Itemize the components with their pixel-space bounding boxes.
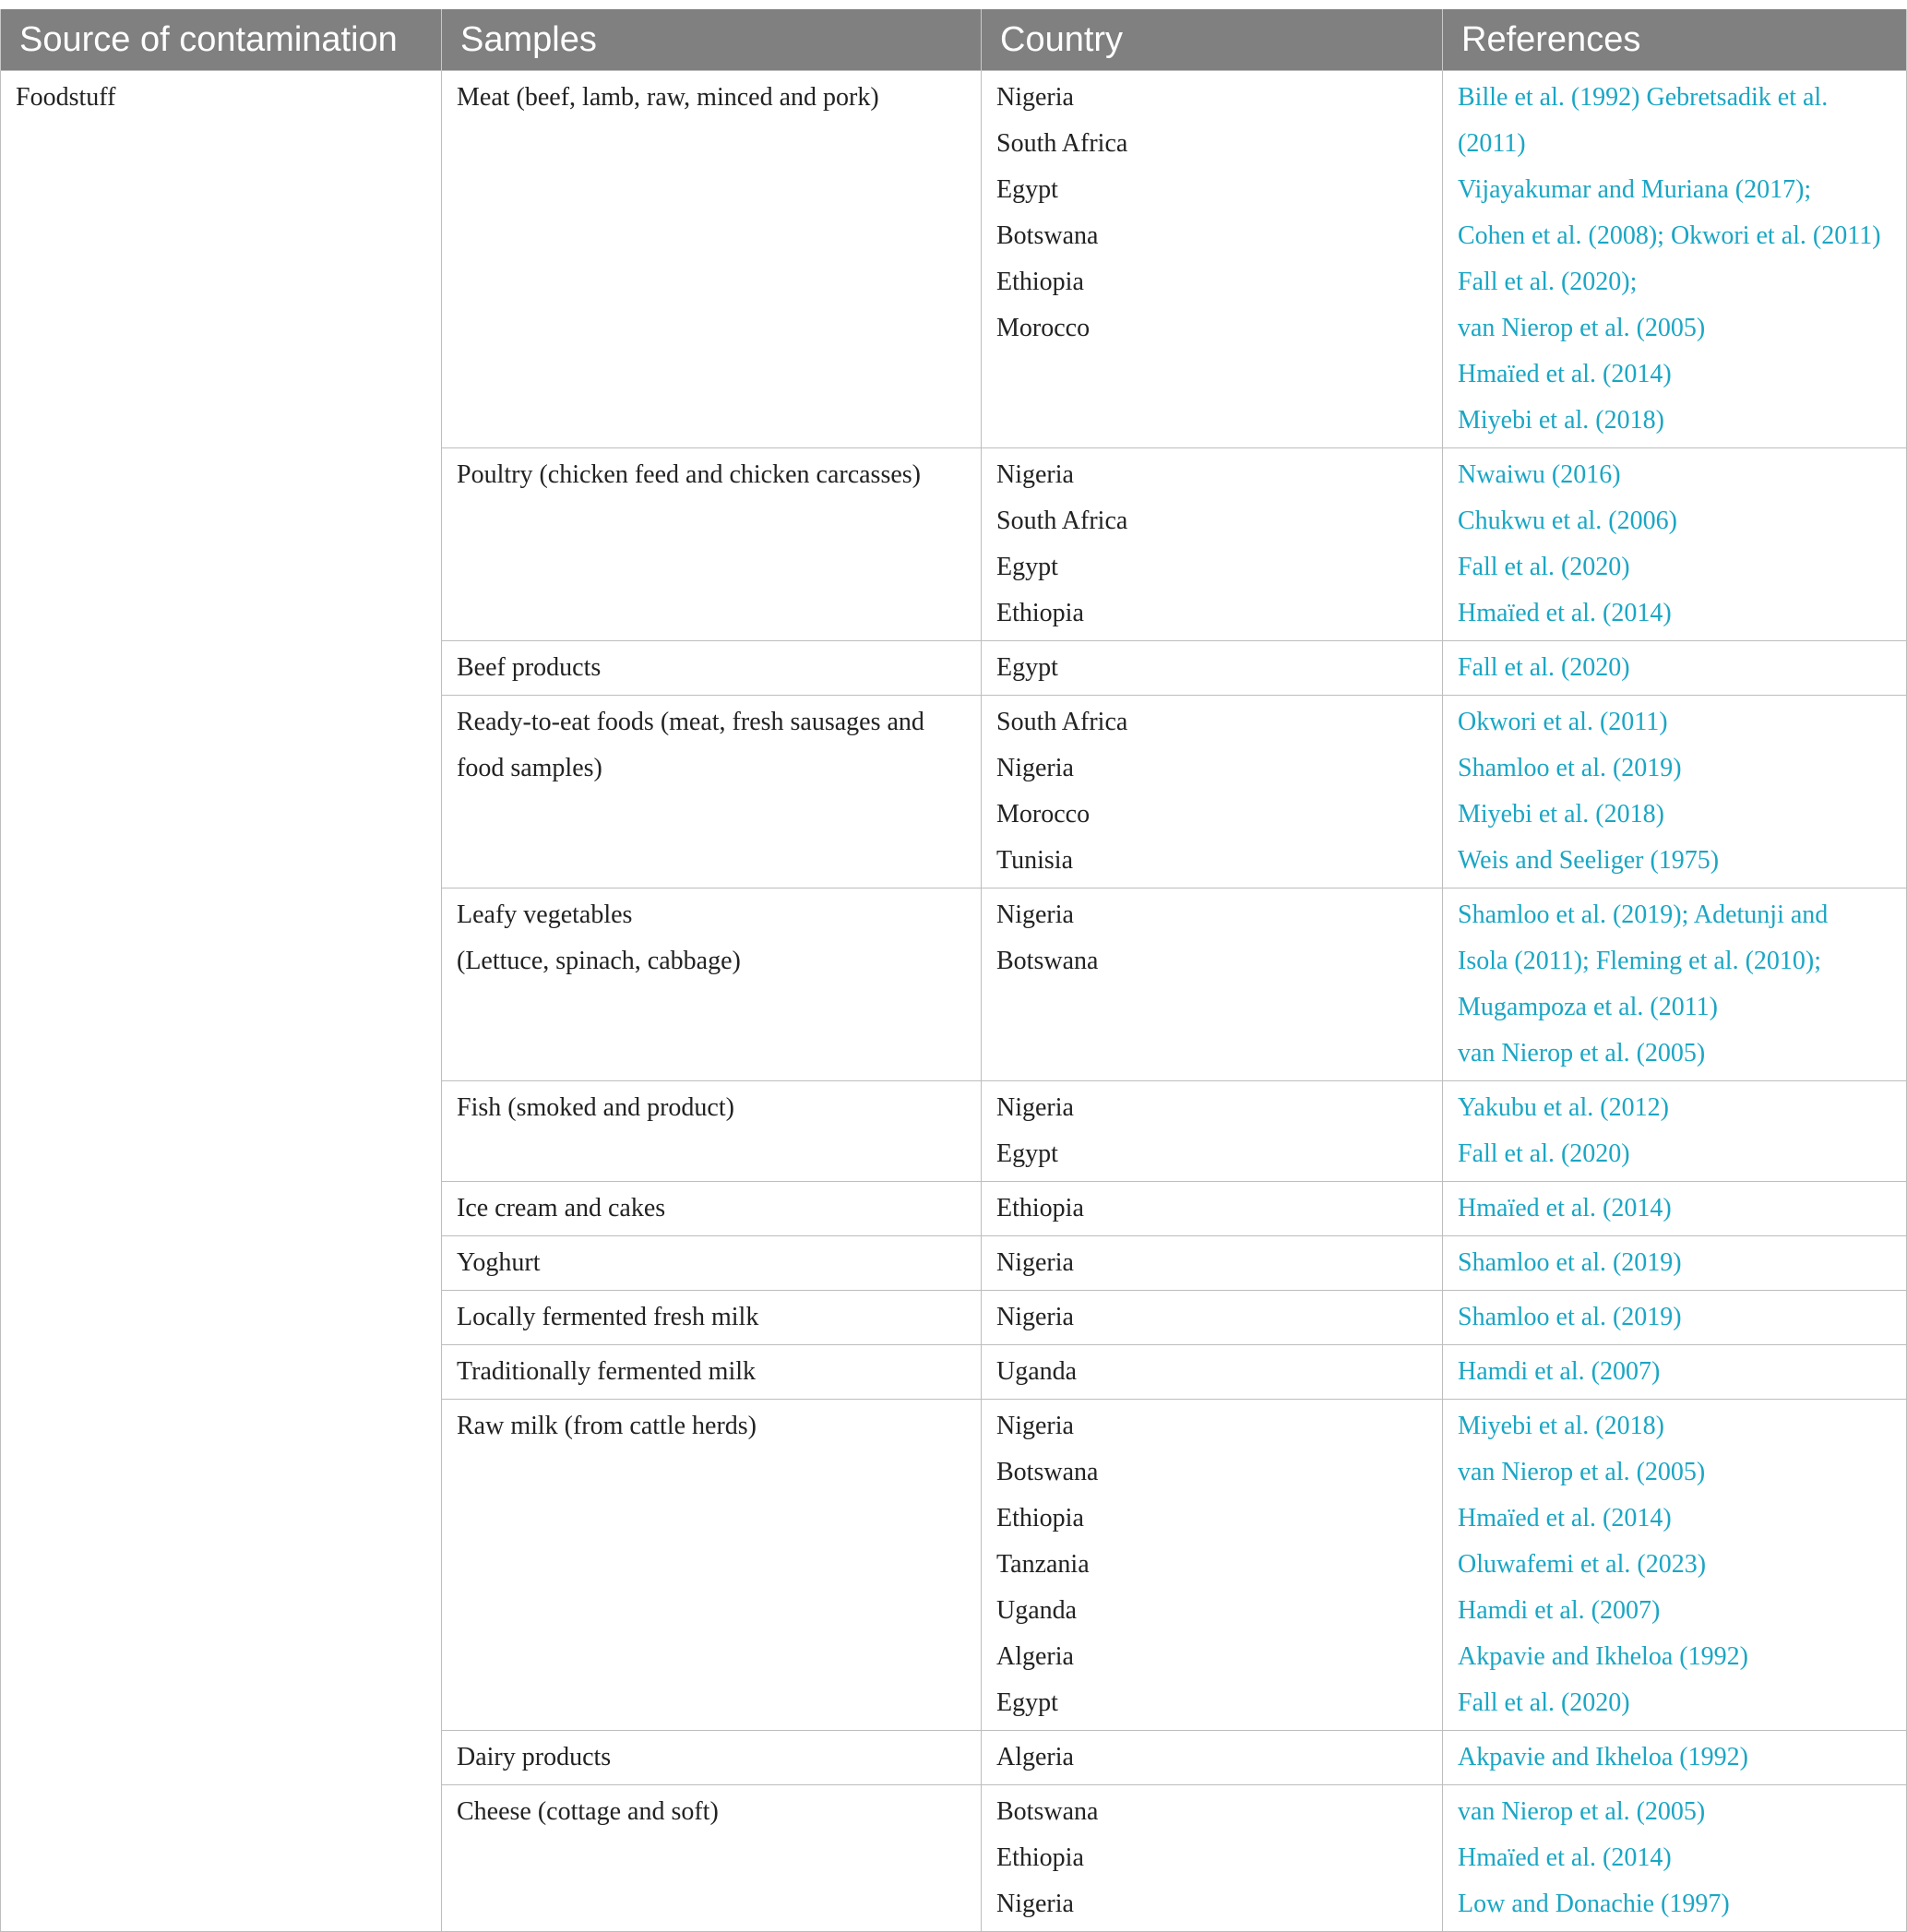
reference-link[interactable]: Oluwafemi et al. (2023) [1458, 1550, 1707, 1579]
sample-cell [442, 1236, 982, 1291]
reference-link[interactable]: Fall et al. (2020) [1458, 553, 1630, 581]
sample-cell [442, 1785, 982, 1932]
country-cell [982, 1182, 1443, 1236]
sample-text: Cheese (cottage and soft) [457, 1797, 719, 1826]
source-cell [1, 71, 442, 1932]
reference-link[interactable]: Miyebi et al. (2018) [1458, 800, 1664, 829]
country-name: Nigeria [996, 460, 1074, 489]
country-cell [982, 696, 1443, 888]
sample-cell [442, 1400, 982, 1731]
references-cell [1443, 1345, 1907, 1400]
country-name: Algeria [996, 1743, 1074, 1771]
sample-text: Meat (beef, lamb, raw, minced and pork) [457, 83, 879, 112]
source-label: Foodstuff [16, 83, 116, 112]
reference-link[interactable]: Fall et al. (2020) [1458, 1688, 1630, 1717]
table-row [1, 71, 1907, 448]
reference-link[interactable]: Fall et al. (2020) [1458, 1139, 1630, 1168]
references-cell [1443, 1731, 1907, 1785]
references-cell [1443, 448, 1907, 641]
country-name: Nigeria [996, 1303, 1074, 1331]
references-cell [1443, 1182, 1907, 1236]
country-name: Algeria [996, 1642, 1074, 1671]
country-name: Nigeria [996, 1093, 1074, 1122]
country-name: Ethiopia [996, 599, 1084, 627]
country-name: Ethiopia [996, 1843, 1084, 1872]
country-name: Ethiopia [996, 268, 1084, 296]
reference-link[interactable]: Miyebi et al. (2018) [1458, 406, 1664, 435]
country-name: Uganda [996, 1596, 1078, 1625]
table-body [1, 71, 1907, 1932]
references-cell [1443, 71, 1907, 448]
reference-link[interactable]: Hmaïed et al. (2014) [1458, 1194, 1672, 1222]
reference-link[interactable]: Miyebi et al. (2018) [1458, 1412, 1664, 1440]
country-name: Egypt [996, 175, 1058, 204]
reference-link[interactable]: Hmaïed et al. (2014) [1458, 599, 1672, 627]
sample-text: Dairy products [457, 1743, 612, 1771]
country-name: Nigeria [996, 900, 1074, 929]
reference-link[interactable]: van Nierop et al. (2005) [1458, 314, 1706, 342]
reference-link[interactable]: Okwori et al. (2011) [1458, 708, 1668, 736]
header-country: Country [982, 9, 1443, 71]
reference-link[interactable]: Mugampoza et al. (2011) [1458, 993, 1718, 1021]
header-samples: Samples [442, 9, 982, 71]
reference-link[interactable]: Fall et al. (2020) [1458, 653, 1630, 682]
reference-link[interactable]: Low and Donachie (1997) [1458, 1890, 1730, 1918]
reference-link[interactable]: Akpavie and Ikheloa (1992) [1458, 1743, 1748, 1771]
country-cell [982, 1785, 1443, 1932]
country-cell [982, 448, 1443, 641]
reference-link[interactable]: Isola (2011); Fleming et al. (2010); [1458, 947, 1821, 975]
reference-link[interactable]: Shamloo et al. (2019) [1458, 1248, 1682, 1277]
country-cell [982, 1291, 1443, 1345]
references-cell [1443, 1081, 1907, 1182]
reference-link[interactable]: (2011) [1458, 129, 1526, 158]
country-cell [982, 888, 1443, 1081]
reference-link[interactable]: van Nierop et al. (2005) [1458, 1797, 1706, 1826]
country-name: Botswana [996, 221, 1099, 250]
sample-text: food samples) [457, 754, 602, 782]
table-header [1, 9, 1907, 71]
sample-text: Raw milk (from cattle herds) [457, 1412, 757, 1440]
sample-cell [442, 71, 982, 448]
country-cell [982, 1400, 1443, 1731]
reference-link[interactable]: Hamdi et al. (2007) [1458, 1596, 1661, 1625]
references-cell [1443, 1785, 1907, 1932]
country-name: Botswana [996, 1458, 1099, 1486]
reference-link[interactable]: Bille et al. (1992) Gebretsadik et al. [1458, 83, 1829, 112]
reference-link[interactable]: Cohen et al. (2008); Okwori et al. (2011) [1458, 221, 1881, 250]
country-name: South Africa [996, 129, 1128, 158]
reference-link[interactable]: Hmaïed et al. (2014) [1458, 360, 1672, 388]
reference-link[interactable]: Akpavie and Ikheloa (1992) [1458, 1642, 1748, 1671]
sample-cell [442, 1291, 982, 1345]
sample-text: Fish (smoked and product) [457, 1093, 734, 1122]
country-name: Egypt [996, 1688, 1058, 1717]
country-name: Ethiopia [996, 1504, 1084, 1532]
sample-cell [442, 1731, 982, 1785]
country-name: Tanzania [996, 1550, 1090, 1579]
country-name: Ethiopia [996, 1194, 1084, 1222]
country-name: Nigeria [996, 754, 1074, 782]
country-cell [982, 1731, 1443, 1785]
reference-link[interactable]: Hamdi et al. (2007) [1458, 1357, 1661, 1386]
header-row [1, 9, 1907, 71]
country-name: Tunisia [996, 846, 1074, 875]
references-cell [1443, 1400, 1907, 1731]
sample-cell [442, 1182, 982, 1236]
country-cell [982, 641, 1443, 696]
reference-link[interactable]: Shamloo et al. (2019) [1458, 754, 1682, 782]
country-name: Nigeria [996, 1412, 1074, 1440]
contamination-table [0, 9, 1907, 1932]
header-source: Source of contamination [1, 9, 442, 71]
header-references: References [1443, 9, 1907, 71]
country-name: Uganda [996, 1357, 1078, 1386]
country-name: Botswana [996, 1797, 1099, 1826]
reference-link[interactable]: Weis and Seeliger (1975) [1458, 846, 1720, 875]
references-cell [1443, 1291, 1907, 1345]
reference-link[interactable]: Shamloo et al. (2019); Adetunji and [1458, 900, 1829, 929]
reference-link[interactable]: Nwaiwu (2016) [1458, 460, 1621, 489]
sample-text: Yoghurt [457, 1248, 541, 1277]
sample-cell [442, 1081, 982, 1182]
reference-link[interactable]: Hmaïed et al. (2014) [1458, 1504, 1672, 1532]
country-cell [982, 1236, 1443, 1291]
sample-cell [442, 448, 982, 641]
country-name: Nigeria [996, 83, 1074, 112]
country-cell [982, 71, 1443, 448]
country-name: Nigeria [996, 1890, 1074, 1918]
sample-text: (Lettuce, spinach, cabbage) [457, 947, 741, 975]
country-name: Nigeria [996, 1248, 1074, 1277]
sample-text: Leafy vegetables [457, 900, 633, 929]
sample-cell [442, 1345, 982, 1400]
references-cell [1443, 1236, 1907, 1291]
sample-text: Ready-to-eat foods (meat, fresh sausages and [457, 708, 924, 736]
country-name: Morocco [996, 314, 1091, 342]
references-cell [1443, 888, 1907, 1081]
reference-link[interactable]: van Nierop et al. (2005) [1458, 1039, 1706, 1067]
country-name: Botswana [996, 947, 1099, 975]
reference-link[interactable]: van Nierop et al. (2005) [1458, 1458, 1706, 1486]
references-cell [1443, 641, 1907, 696]
sample-text: Poultry (chicken feed and chicken carcasses) [457, 460, 921, 489]
country-name: Egypt [996, 653, 1058, 682]
country-name: South Africa [996, 507, 1128, 535]
reference-link[interactable]: Chukwu et al. (2006) [1458, 507, 1677, 535]
reference-link[interactable]: Fall et al. (2020); [1458, 268, 1638, 296]
reference-link[interactable]: Hmaïed et al. (2014) [1458, 1843, 1672, 1872]
sample-cell [442, 696, 982, 888]
reference-link[interactable]: Yakubu et al. (2012) [1458, 1093, 1669, 1122]
country-cell [982, 1345, 1443, 1400]
sample-text: Beef products [457, 653, 602, 682]
sample-text: Traditionally fermented milk [457, 1357, 757, 1386]
country-name: Egypt [996, 1139, 1058, 1168]
country-name: Egypt [996, 553, 1058, 581]
sample-cell [442, 641, 982, 696]
references-cell [1443, 696, 1907, 888]
reference-link[interactable]: Vijayakumar and Muriana (2017); [1458, 175, 1812, 204]
sample-cell [442, 888, 982, 1081]
sample-text: Locally fermented fresh milk [457, 1303, 759, 1331]
reference-link[interactable]: Shamloo et al. (2019) [1458, 1303, 1682, 1331]
country-name: South Africa [996, 708, 1128, 736]
country-name: Morocco [996, 800, 1091, 829]
sample-text: Ice cream and cakes [457, 1194, 666, 1222]
country-cell [982, 1081, 1443, 1182]
